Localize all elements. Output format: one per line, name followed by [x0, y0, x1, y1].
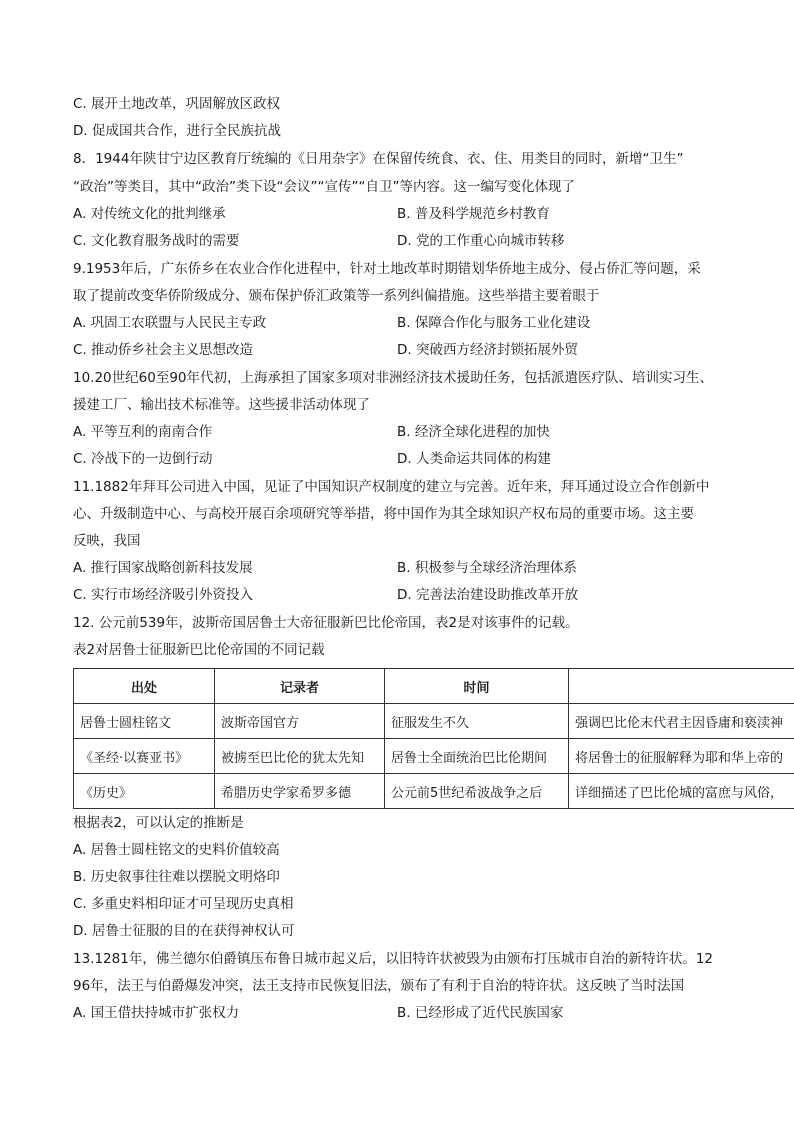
table-row: [74, 704, 794, 739]
q10-option-c: C. 冷战下的一边倒行动: [73, 451, 213, 467]
table-header-cell: 记录者: [215, 669, 385, 704]
table-cell: 《圣经·以赛亚书》: [74, 739, 215, 774]
table-cell: 强调巴比伦末代君主因昏庸和亵渎神: [569, 704, 794, 739]
q9-stem-line1: 9.1953年后，广东侨乡在农业合作化进程中，针对土地改革时期错划华侨地主成分、侵占侨汇等问题，采: [73, 261, 701, 277]
q8-options-row2: [73, 231, 773, 251]
q12-option-d: D. 居鲁士征服的目的在获得神权认可: [73, 923, 295, 939]
q11-option-b: B. 积极参与全球经济治理体系: [397, 560, 577, 576]
q9-option-b: B. 保障合作化与服务工业化建设: [397, 315, 591, 331]
q8-option-c: C. 文化教育服务战时的需要: [73, 233, 240, 249]
q8-option-d: D. 党的工作重心向城市转移: [397, 233, 565, 249]
table-cell: 公元前5世纪希波战争之后: [385, 774, 569, 809]
q11-stem-line1: 11.1882年拜耳公司进入中国，见证了中国知识产权制度的建立与完善。近年来，拜耳通过设立合作创新中: [73, 479, 710, 495]
q11-stem-line3: 反映，我国: [73, 533, 141, 549]
q13-stem-line2: 96年，法王与伯爵爆发冲突，法王支持市民恢复旧法，颁布了有利于自治的特许状。这反映了当时法国: [73, 978, 685, 994]
table-cell: 波斯帝国官方: [215, 704, 385, 739]
records-table: [73, 668, 794, 809]
q11-option-a: A. 推行国家战略创新科技发展: [73, 560, 253, 576]
q13-option-a: A. 国王借扶持城市扩张权力: [73, 1005, 240, 1021]
table-cell: 详细描述了巴比伦城的富庶与风俗，: [569, 774, 794, 809]
q12-table-title: 表2对居鲁士征服新巴比伦帝国的不同记载: [73, 642, 325, 658]
q10-option-b: B. 经济全球化进程的加快: [397, 424, 550, 440]
q11-option-c: C. 实行市场经济吸引外资投入: [73, 587, 254, 603]
q8-option-a: A. 对传统文化的批判继承: [73, 206, 226, 222]
table-cell: 居鲁士全面统治巴比伦期间: [385, 739, 569, 774]
q10-stem-line1: 10.20世纪60至90年代初，上海承担了国家多项对非洲经济技术援助任务，包括派遣医疗队、培训实习生、: [73, 370, 714, 386]
q8-stem-line1: 8．1944年陕甘宁边区教育厅统编的《日用杂字》在保留传统食、衣、住、用类目的同时，新增“卫生”: [73, 151, 684, 167]
q12-option-c: C. 多重史料相印证才可呈现历史真相: [73, 896, 294, 912]
table-cell: 希腊历史学家希罗多德: [215, 774, 385, 809]
q9-stem-line2: 取了提前改变华侨阶级成分、颁布保护侨汇政策等一系列纠偏措施。这些举措主要着眼于: [73, 288, 600, 304]
q12-stem-line2: 根据表2，可以认定的推断是: [73, 815, 244, 831]
q13-option-b: B. 已经形成了近代民族国家: [397, 1005, 564, 1021]
q7-option-c: C. 展开土地改革，巩固解放区政权: [73, 96, 281, 112]
q8-option-b: B. 普及科学规范乡村教育: [397, 206, 550, 222]
q8-stem-line2: “政治”等类目，其中“政治”类下设“会议”“宣传”“自卫”等内容。这一编写变化体现了: [73, 179, 575, 195]
table-cell: 《历史》: [74, 774, 215, 809]
q7-option-d: D. 促成国共合作，进行全民族抗战: [73, 123, 281, 139]
q12-option-a: A. 居鲁士圆柱铭文的史料价值较高: [73, 842, 280, 858]
q10-option-d: D. 人类命运共同体的构建: [397, 451, 551, 467]
table-cell: 征服发生不久: [385, 704, 569, 739]
q9-option-c: C. 推动侨乡社会主义思想改造: [73, 342, 254, 358]
q12-option-b: B. 历史叙事往往难以摆脱文明烙印: [73, 869, 280, 885]
q9-option-a: A. 巩固工农联盟与人民民主专政: [73, 315, 267, 331]
q11-options-row1: [73, 558, 773, 578]
q10-stem-line2: 援建工厂、输出技术标准等。这些援非活动体现了: [73, 397, 370, 413]
table-header-cell: 出处: [74, 669, 215, 704]
q13-options-row1: [73, 1003, 773, 1023]
table-row: [74, 774, 794, 809]
q10-options-row1: [73, 422, 773, 442]
table-header-cell: [569, 669, 794, 704]
table-header-cell: 时间: [385, 669, 569, 704]
q11-options-row2: [73, 585, 773, 605]
q11-option-d: D. 完善法治建设助推改革开放: [397, 587, 578, 603]
table-cell: 被掳至巴比伦的犹太先知: [215, 739, 385, 774]
q13-stem-line1: 13.1281年，佛兰德尔伯爵镇压布鲁日城市起义后，以旧特许状被毁为由颁布打压城市自治的新特许状。12: [73, 951, 714, 967]
q12-stem-line1: 12. 公元前539年，波斯帝国居鲁士大帝征服新巴比伦帝国，表2是对该事件的记载。: [73, 615, 579, 631]
table-header-row: [74, 669, 794, 704]
q9-options-row1: [73, 313, 773, 333]
table-cell: 居鲁士圆柱铭文: [74, 704, 215, 739]
table-cell: 将居鲁士的征服解释为耶和华上帝的: [569, 739, 794, 774]
table-row: [74, 739, 794, 774]
q9-options-row2: [73, 340, 773, 360]
q10-options-row2: [73, 449, 773, 469]
q11-stem-line2: 心、升级制造中心、与高校开展百余项研究等举措，将中国作为其全球知识产权布局的重要市场。这主要: [73, 506, 694, 522]
q10-option-a: A. 平等互利的南南合作: [73, 424, 213, 440]
q8-options-row1: [73, 204, 773, 224]
q9-option-d: D. 突破西方经济封锁拓展外贸: [397, 342, 578, 358]
